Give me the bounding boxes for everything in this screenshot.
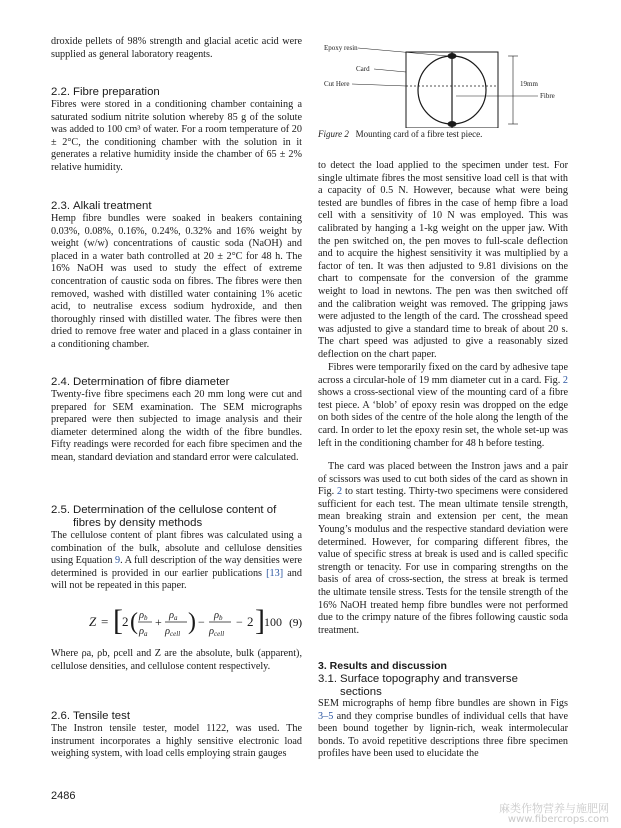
page-number: 2486 <box>51 790 76 802</box>
figure-2-link[interactable]: 2 <box>562 374 568 386</box>
label-card: Card <box>356 65 370 73</box>
section-2-6-body: The Instron tensile tester, model 1122, was used. The instrument incorporates a highly sensitive electronic load weighing system, with load cells employing strain gauges <box>51 723 302 760</box>
reference-link[interactable]: [13] <box>266 567 284 579</box>
svg-text:=: = <box>101 614 109 629</box>
svg-text:Z: Z <box>89 614 97 629</box>
intro-paragraph: droxide pellets of 98% strength and glacial acetic acid were supplied as general laboratory reagents. <box>51 36 302 60</box>
svg-text:−: − <box>198 615 205 629</box>
leader-cut <box>352 84 406 86</box>
equation-link[interactable]: 9 <box>114 555 121 567</box>
where-paragraph: Where ρa, ρb, ρcell and Z are the absolute, bulk (apparent), cellulose densities, and cellulose content respectively. <box>51 648 302 672</box>
svg-text:100: 100 <box>264 615 282 629</box>
cellulose-equation <box>51 604 302 640</box>
label-epoxy-resin: Epoxy resin <box>324 44 358 52</box>
svg-text:(: ( <box>130 609 138 635</box>
section-2-4-body: Twenty-five fibre specimens each 20 mm long were cut and prepared for SEM examination. The SEM micrographs prepared were then subjected to image analysis and their diameter determined along the width of the fibre bundles. Fifty readings were recorded for each fibre specimen and the mean, standard deviation and standard error were calculated. <box>51 389 302 463</box>
label-19mm: 19mm <box>520 80 538 88</box>
watermark-url: www.fibercrops.com <box>507 814 609 825</box>
section-2-5-heading: 2.5. Determination of the cellulose content of fibres by density methods <box>51 504 277 529</box>
svg-text:ρa: ρa <box>169 610 178 622</box>
tensile-test-continued: to detect the load applied to the specimen under test. For single ultimate fibres the most sensitive load cell is that with a capacity of 0.5 N. However, because what were being tested are bundles of fibres in the case of hemp fibre a load cell with a sensitivity of 10 N was employed. This was calibrated by hanging a 1-kg weight on the upper jaw. With the pen switched on, the pen moves to full-scale deflection and to acquire the highest sensitivity it was multiplied by a factor of ten. It was then adjusted to 9.81 divisions on the chart to compensate for the conversion of the gramme weight to load in newtons. The pen was then switched off and the calibration weight was removed. The gripping jaws were adjusted to the length of the card. The crosshead speed was adjusted to give a standard time to break of about 20 s. The chart speed was adjusted to give a reasonably sized deflection on the chart paper. <box>318 160 568 360</box>
section-3-1-heading: 3.1. Surface topography and transverse sections <box>318 673 518 698</box>
card-fixing-paragraph: Fibres were temporarily fixed on the card by adhesive tape across a circular-hole of 19 mm diameter cut in a card. Fig. 2 shows a cross-sectional view of the mounting card of a fibre test piece. A ‘blob’ of epoxy resin was dropped on the edge on both sides of the centre of the hole along the length of the card. In order to let the epoxy resin set, the whole set-up was left in the conditioning chamber for 48 h before testing. <box>318 362 568 449</box>
equation-svg <box>51 604 302 640</box>
section-3-heading: 3. Results and discussion <box>318 660 447 672</box>
svg-text:ρa: ρa <box>139 626 148 638</box>
svg-text:ρcell: ρcell <box>165 626 181 638</box>
svg-text:ρcell: ρcell <box>209 626 225 638</box>
section-2-4-heading: 2.4. Determination of fibre diameter <box>51 376 230 388</box>
equation-number: (9) <box>289 617 302 629</box>
svg-text:): ) <box>188 609 196 635</box>
epoxy-blob-bottom <box>448 121 457 127</box>
instron-jaws-paragraph: The card was placed between the Instron jaws and a pair of scissors was used to cut both sides of the card as shown in Fig. 2 to start testing. Thirty-two specimens were considered sufficient for each test. The mean ultimate tensile strength, mean breaking strain and extension per cent, the mean Young’s modulus and the respective standard deviation were determined. However, for comparing different fibres, the value of specific stress at break is used and is called specific strength or tenacity. For use in comparing strengths on the basis of area of cross-section, the stress at break is termed the ultimate tensile stress. Tests for the tensile strength of the 16% NaOH treated hemp fibre bundles were not performed due to the crimpy nature of the fibres following caustic soda treatment. <box>318 461 568 636</box>
epoxy-blob-top <box>448 53 457 59</box>
svg-text:2: 2 <box>247 614 254 629</box>
figure-2-caption: Figure 2 Mounting card of a fibre test piece. <box>318 129 483 139</box>
svg-text:ρb: ρb <box>214 610 223 622</box>
svg-text:2: 2 <box>122 614 129 629</box>
svg-text:ρb: ρb <box>139 610 148 622</box>
figures-3-5-link[interactable]: 3–5 <box>318 710 334 722</box>
section-2-2-body: Fibres were stored in a conditioning chamber containing a saturated sodium nitrite solution whereby 85 g of the solute was added to 100 cm³ of water. For a room temperature of 20 ± 2°C, the conditioning chamber with the solution in it generates a relative humidity inside the chamber of 65 ± 2% relative humidity. <box>51 99 302 173</box>
figure-2-link-2[interactable]: 2 <box>337 486 343 498</box>
figure-2-diagram <box>318 38 568 143</box>
svg-text:]: ] <box>255 604 265 637</box>
section-2-5-body: The cellulose content of plant fibres was calculated using a combination of the bulk, absolute and cellulose densities using Equation 9. A full description of the way densities were determined is provided in our earlier publications [13] and will not be repeated in this paper. <box>51 530 303 592</box>
section-3-1-body: SEM micrographs of hemp fibre bundles are shown in Figs 3–5 and they comprise bundles of individual cells that have been bound together by lignin-rich, weak intermolecular bonds. To avoid repetitive descriptions three fibre specimen profiles have been used to elucidate the <box>318 698 568 760</box>
section-2-6-heading: 2.6. Tensile test <box>51 710 130 722</box>
section-2-2-heading: 2.2. Fibre preparation <box>51 86 160 98</box>
svg-text:+: + <box>155 615 162 629</box>
label-cut-here: Cut Here <box>324 80 350 88</box>
mounting-card-diagram <box>318 38 568 128</box>
watermark-chinese: 麻类作物营养与施肥网 <box>499 802 609 815</box>
leader-card <box>374 69 406 72</box>
svg-text:[: [ <box>113 604 123 637</box>
section-2-3-body: Hemp fibre bundles were soaked in beakers containing 0.03%, 0.08%, 0.16%, 0.24%, 0.32% and 16% weight by weight (w/w) concentrations of caustic soda (NaOH) and placed in a water bath controlled at 20 ± 2°C for 48 h. The 16% NaOH was used to study the effect of extreme concentration of caustic soda on fibres. The fibres were then removed, washed with distilled water containing 1% acetic acid, to neutralise excess sodium hydroxide, and then thoroughly rinsed with distilled water. The fibres were then dried to remove free water and placed in a glass container in a conditioning chamber. <box>51 213 302 350</box>
label-fibre: Fibre <box>540 92 555 100</box>
section-2-3-heading: 2.3. Alkali treatment <box>51 200 152 212</box>
svg-text:−: − <box>236 615 243 629</box>
